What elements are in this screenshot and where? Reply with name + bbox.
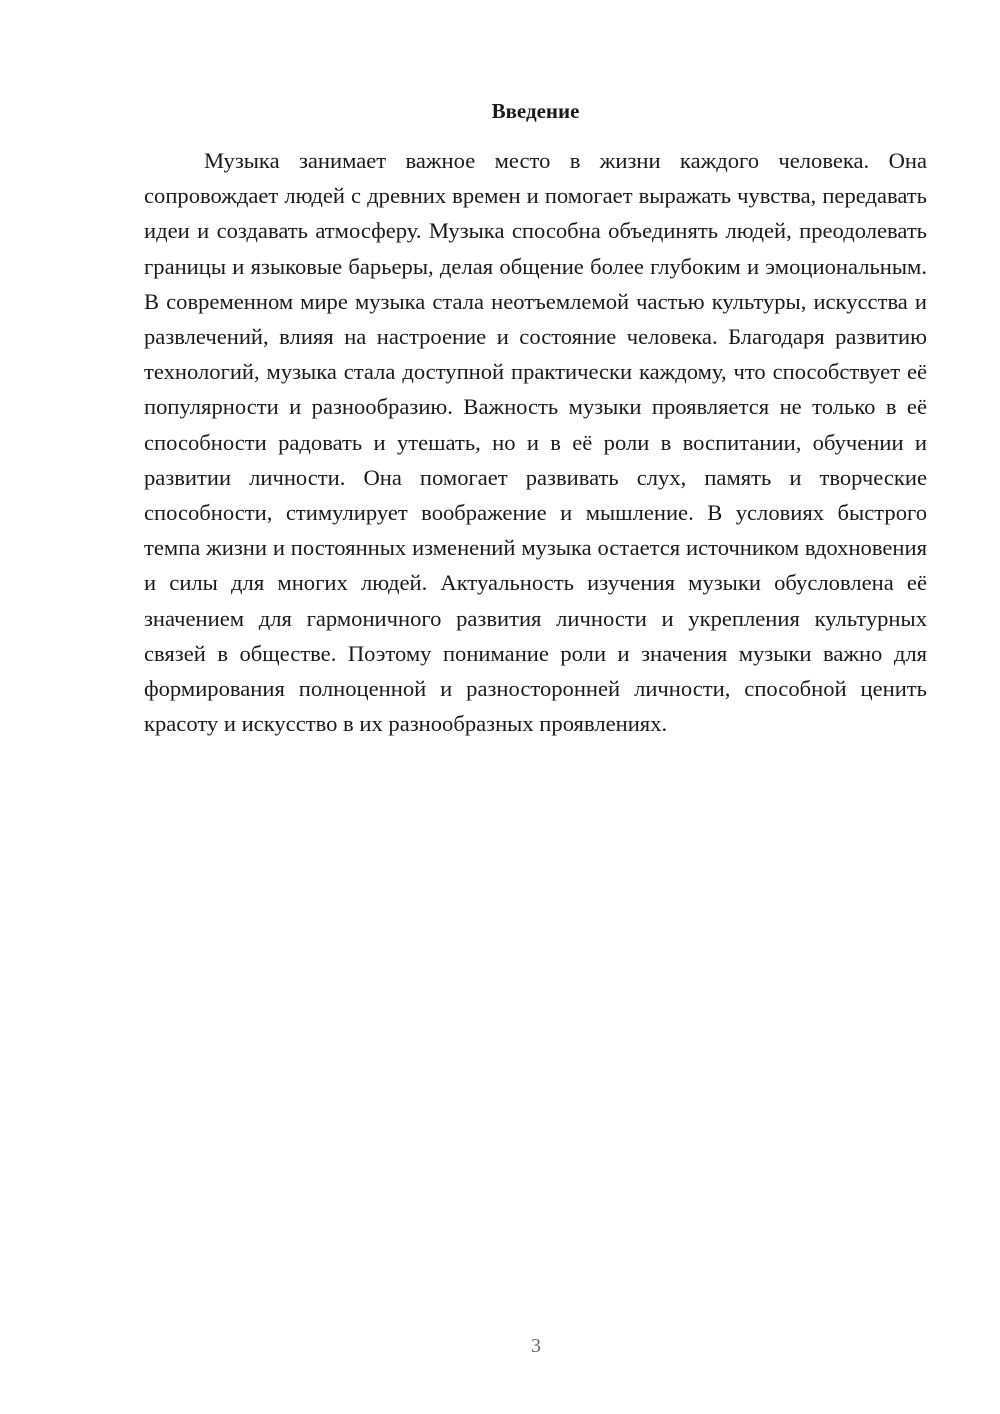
section-heading: Введение xyxy=(491,99,580,123)
body-paragraph: Музыка занимает важное место в жизни каждого человека. Она сопровождает людей с древних времен и помогает выражать чувства, передавать идеи и создавать атмосферу. Музыка способна объединять людей, преодолевать границы и языковые барьеры, делая общение более глубоким и эмоциональным. В современном мире музыка стала неотъемлемой частью культуры, искусства и развлечений, влияя на настроение и состояние человека. Благодаря развитию технологий, музыка стала доступной практически каждому, что способствует её популярности и разнообразию. Важность музыки проявляется не только в её способности радовать и утешать, но и в её роли в воспитании, обучении и развитии личности. Она помогает развивать слух, память и творческие способности, стимулирует воображение и мышление. В условиях быстрого темпа жизни и постоянных изменений музыка остается источником вдохновения и силы для многих людей. Актуальность изучения музыки обусловлена её значением для гармоничного развития личности и укрепления культурных связей в обществе. Поэтому понимание роли и значения музыки важно для формирования полноценной и разносторонней личности, способной ценить красоту и искусство в их разнообразных проявлениях. xyxy=(144,148,927,737)
page-number: 3 xyxy=(531,1335,541,1357)
